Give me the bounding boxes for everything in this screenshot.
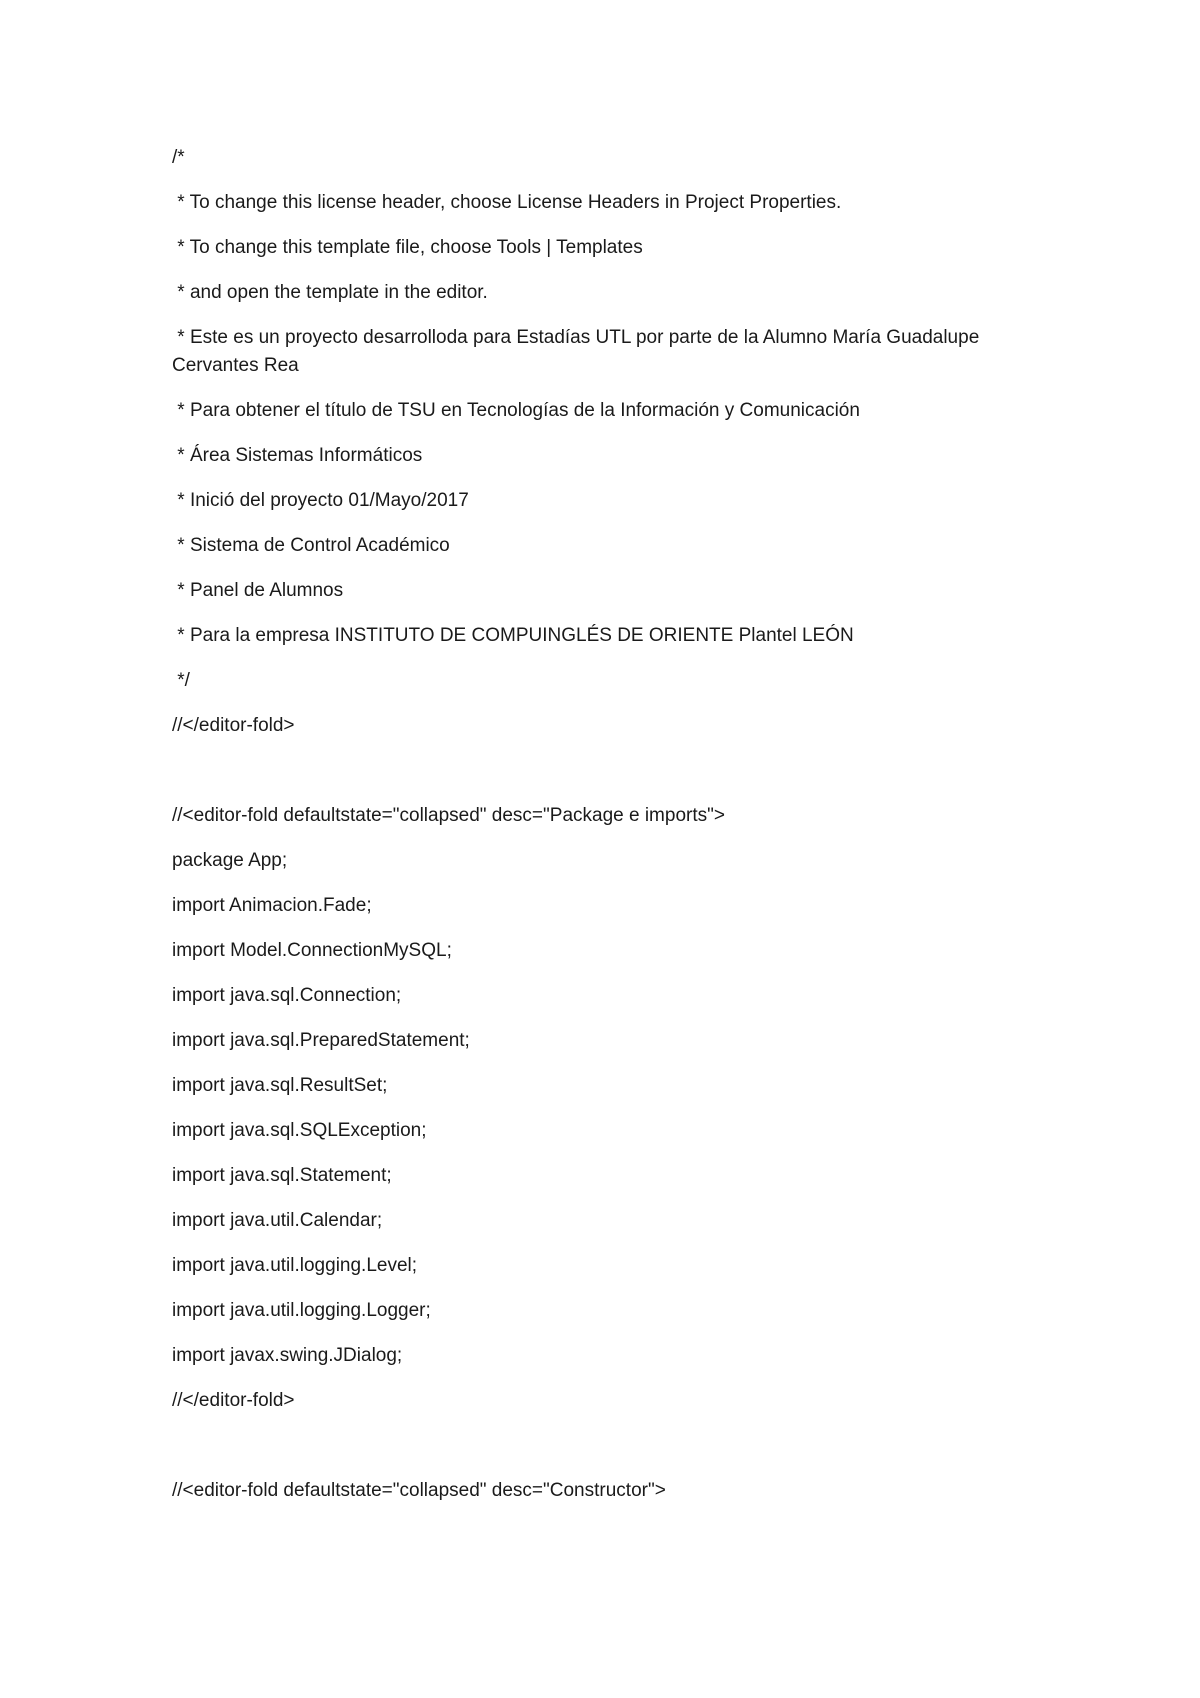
comment-open-line: /* [172, 147, 185, 168]
import-line: import javax.swing.JDialog; [172, 1345, 403, 1366]
import-line: import java.util.logging.Level; [172, 1255, 418, 1276]
comment-line: * and open the template in the editor. [172, 282, 488, 303]
import-line: import java.sql.Connection; [172, 985, 402, 1006]
comment-line: * Sistema de Control Académico [172, 535, 450, 556]
import-line: import java.sql.Statement; [172, 1165, 392, 1186]
editor-fold-close-line: //</editor-fold> [172, 715, 295, 736]
import-line: import java.util.Calendar; [172, 1210, 383, 1231]
import-line: import java.util.logging.Logger; [172, 1300, 431, 1321]
comment-line: * Inició del proyecto 01/Mayo/2017 [172, 490, 469, 511]
editor-fold-open-line: //<editor-fold defaultstate="collapsed" desc="Package e imports"> [172, 805, 725, 826]
editor-fold-close-line: //</editor-fold> [172, 1390, 295, 1411]
comment-line: * Para la empresa INSTITUTO DE COMPUINGLÉS DE ORIENTE Plantel LEÓN [172, 625, 854, 646]
import-line: import java.sql.PreparedStatement; [172, 1030, 470, 1051]
import-line: import Model.ConnectionMySQL; [172, 940, 452, 961]
blank-line [172, 757, 1052, 785]
comment-close-line: */ [172, 670, 190, 691]
import-line: import Animacion.Fade; [172, 895, 372, 916]
import-line: import java.sql.ResultSet; [172, 1075, 388, 1096]
comment-line: * Para obtener el título de TSU en Tecnologías de la Información y Comunicación [172, 400, 860, 421]
comment-line: * To change this license header, choose License Headers in Project Properties. [172, 192, 842, 213]
comment-line: * To change this template file, choose Tools | Templates [172, 237, 643, 258]
comment-line: * Este es un proyecto desarrolloda para Estadías UTL por parte de la Alumno María Guadalupe Cervantes Rea [172, 327, 985, 376]
comment-line: * Área Sistemas Informáticos [172, 445, 423, 466]
import-line: import java.sql.SQLException; [172, 1120, 427, 1141]
comment-line: * Panel de Alumnos [172, 580, 344, 601]
document-body [172, 144, 1052, 1505]
editor-fold-open-line: //<editor-fold defaultstate="collapsed" desc="Constructor"> [172, 1480, 666, 1501]
package-line: package App; [172, 850, 288, 871]
blank-line [172, 1432, 1052, 1460]
